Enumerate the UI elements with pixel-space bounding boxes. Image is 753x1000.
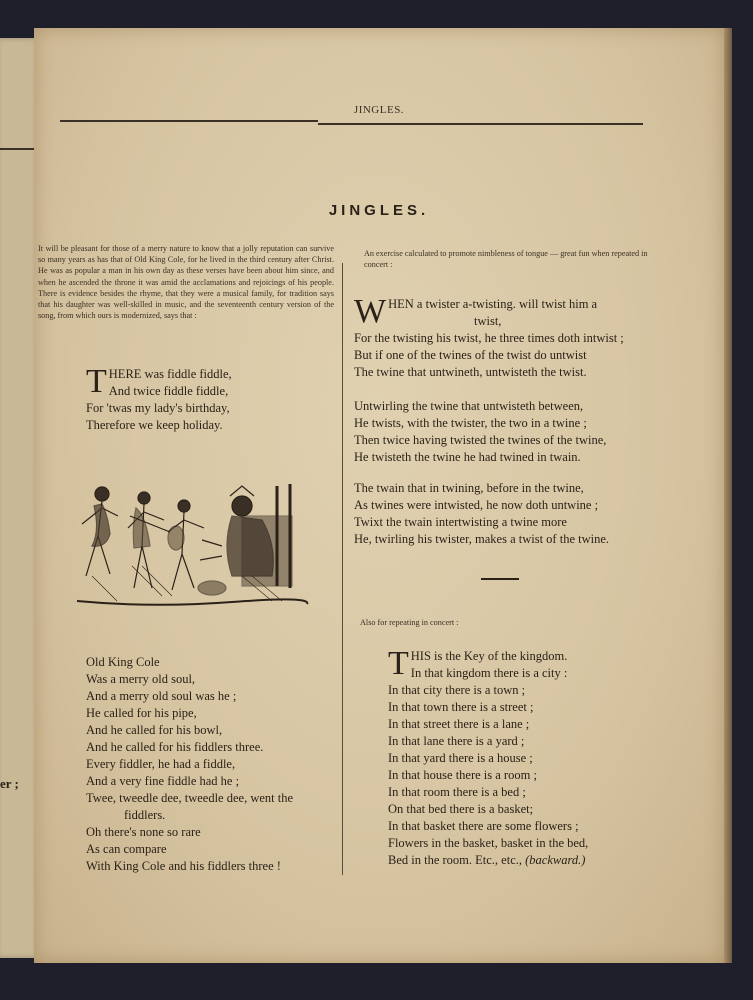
verse-line: Then twice having twisted the twines of the twine,	[354, 433, 607, 447]
verse-line-last	[388, 852, 588, 869]
key-of-kingdom-verse	[388, 645, 589, 869]
verse-line: He, twirling his twister, makes a twist of the twine.	[354, 532, 610, 546]
verse-line: He called for his pipe,	[86, 706, 197, 720]
old-king-cole-verse	[86, 654, 293, 875]
verse-line: Old King Cole	[86, 655, 160, 669]
verse-line: Flowers in the basket, basket in the bed,	[388, 836, 589, 850]
verse-line: In that street there is a lane ;	[388, 717, 530, 731]
verse-line: twist,	[474, 314, 502, 328]
verse-line: But if one of the twines of the twist do untwist	[354, 348, 587, 362]
fiddle-verse	[86, 363, 232, 434]
running-head: JINGLES.	[353, 104, 405, 116]
verse-line: And twice fiddle fiddle,	[108, 384, 229, 398]
verse-line: As twines were intwisted, he now doth untwine ;	[354, 498, 599, 512]
verse-line: HIS is the Key of the kingdom.	[410, 649, 568, 663]
verse-line: He twisteth the twine he had twined in twain.	[354, 450, 581, 464]
verse-line: With King Cole and his fiddlers three !	[86, 859, 281, 873]
also-label: Also for repeating in concert :	[360, 618, 459, 627]
verse-line: Every fiddler, he had a fiddle,	[86, 757, 236, 771]
twister-intro: An exercise calculated to promote nimbleness of tongue — great fun when repeated in concert :	[364, 249, 648, 269]
verse-line: In that city there is a town ;	[388, 683, 526, 697]
verse-line: HERE was fiddle fiddle,	[108, 367, 232, 381]
verse-line-italic: (backward.)	[525, 853, 586, 867]
verse-line: In that kingdom there is a city :	[410, 666, 568, 680]
header-rule-left	[60, 120, 318, 122]
page-edge-shadow	[724, 28, 732, 963]
verse-line: And a merry old soul was he ;	[86, 689, 237, 703]
verse-line: The twine that untwineth, untwisteth the twist.	[354, 365, 587, 379]
verse-line: And a very fine fiddle had he ;	[86, 774, 240, 788]
verse-line: HEN a twister a-twisting. will twist him a	[388, 297, 598, 311]
verse-line: Therefore we keep holiday.	[86, 418, 223, 432]
verse-line: Was a merry old soul,	[86, 672, 196, 686]
book-page	[34, 28, 727, 963]
fiddlers-illustration	[72, 476, 312, 611]
verse-line: Twee, tweedle dee, tweedle dee, went the	[86, 791, 294, 805]
verse-line: And he called for his fiddlers three.	[86, 740, 264, 754]
verse-line: On that bed there is a basket;	[388, 802, 534, 816]
verse-line-text: Bed in the room. Etc., etc.,	[388, 853, 526, 867]
verse-line: In that yard there is a house ;	[388, 751, 533, 765]
verse-line: As can compare	[86, 842, 167, 856]
twister-stanza-2	[354, 398, 606, 466]
verse-line: fiddlers.	[124, 808, 166, 822]
column-divider	[342, 263, 343, 875]
verse-line: He twists, with the twister, the two in a twine ;	[354, 416, 587, 430]
header-rule-right	[318, 123, 643, 125]
verse-line: In that town there is a street ;	[388, 700, 534, 714]
old-king-cole-intro: It will be pleasant for those of a merry nature to know that a jolly reputation can survive so many years as has that of Old King Cole, for he lived in the third century after Christ. He was as popular a man in his own day as these verses have been about him since, and when he ascended the throne it was amid the acclamations and rejoicings of his people. There is evidence besides the rhyme, that they were a musical family, for tradition says that his daughter was well-skilled in music, and the seventeenth century version of the song, from which ours is modernized, says that :	[38, 244, 334, 321]
verse-line: In that basket there are some flowers ;	[388, 819, 579, 833]
verse-line: The twain that in twining, before in the twine,	[354, 481, 584, 495]
previous-page-fragment: er ;	[0, 776, 19, 791]
drop-cap: T	[388, 645, 409, 682]
verse-line: In that room there is a bed ;	[388, 785, 526, 799]
drop-cap: W	[354, 293, 387, 330]
page-title: JINGLES.	[328, 202, 430, 219]
verse-line: Oh there's none so rare	[86, 825, 201, 839]
verse-line: In that lane there is a yard ;	[388, 734, 525, 748]
section-rule	[481, 578, 519, 580]
verse-line: For 'twas my lady's birthday,	[86, 401, 230, 415]
verse-line: For the twisting his twist, he three times doth intwist ;	[354, 331, 624, 345]
twister-stanza-3	[354, 480, 609, 548]
verse-line: Untwirling the twine that untwisteth between,	[354, 399, 584, 413]
previous-page-rule	[0, 148, 36, 150]
drop-cap: T	[86, 363, 107, 400]
verse-line: Twixt the twain intertwisting a twine more	[354, 515, 567, 529]
verse-line: In that house there is a room ;	[388, 768, 537, 782]
twister-stanza-1	[354, 293, 674, 381]
verse-line: And he called for his bowl,	[86, 723, 223, 737]
